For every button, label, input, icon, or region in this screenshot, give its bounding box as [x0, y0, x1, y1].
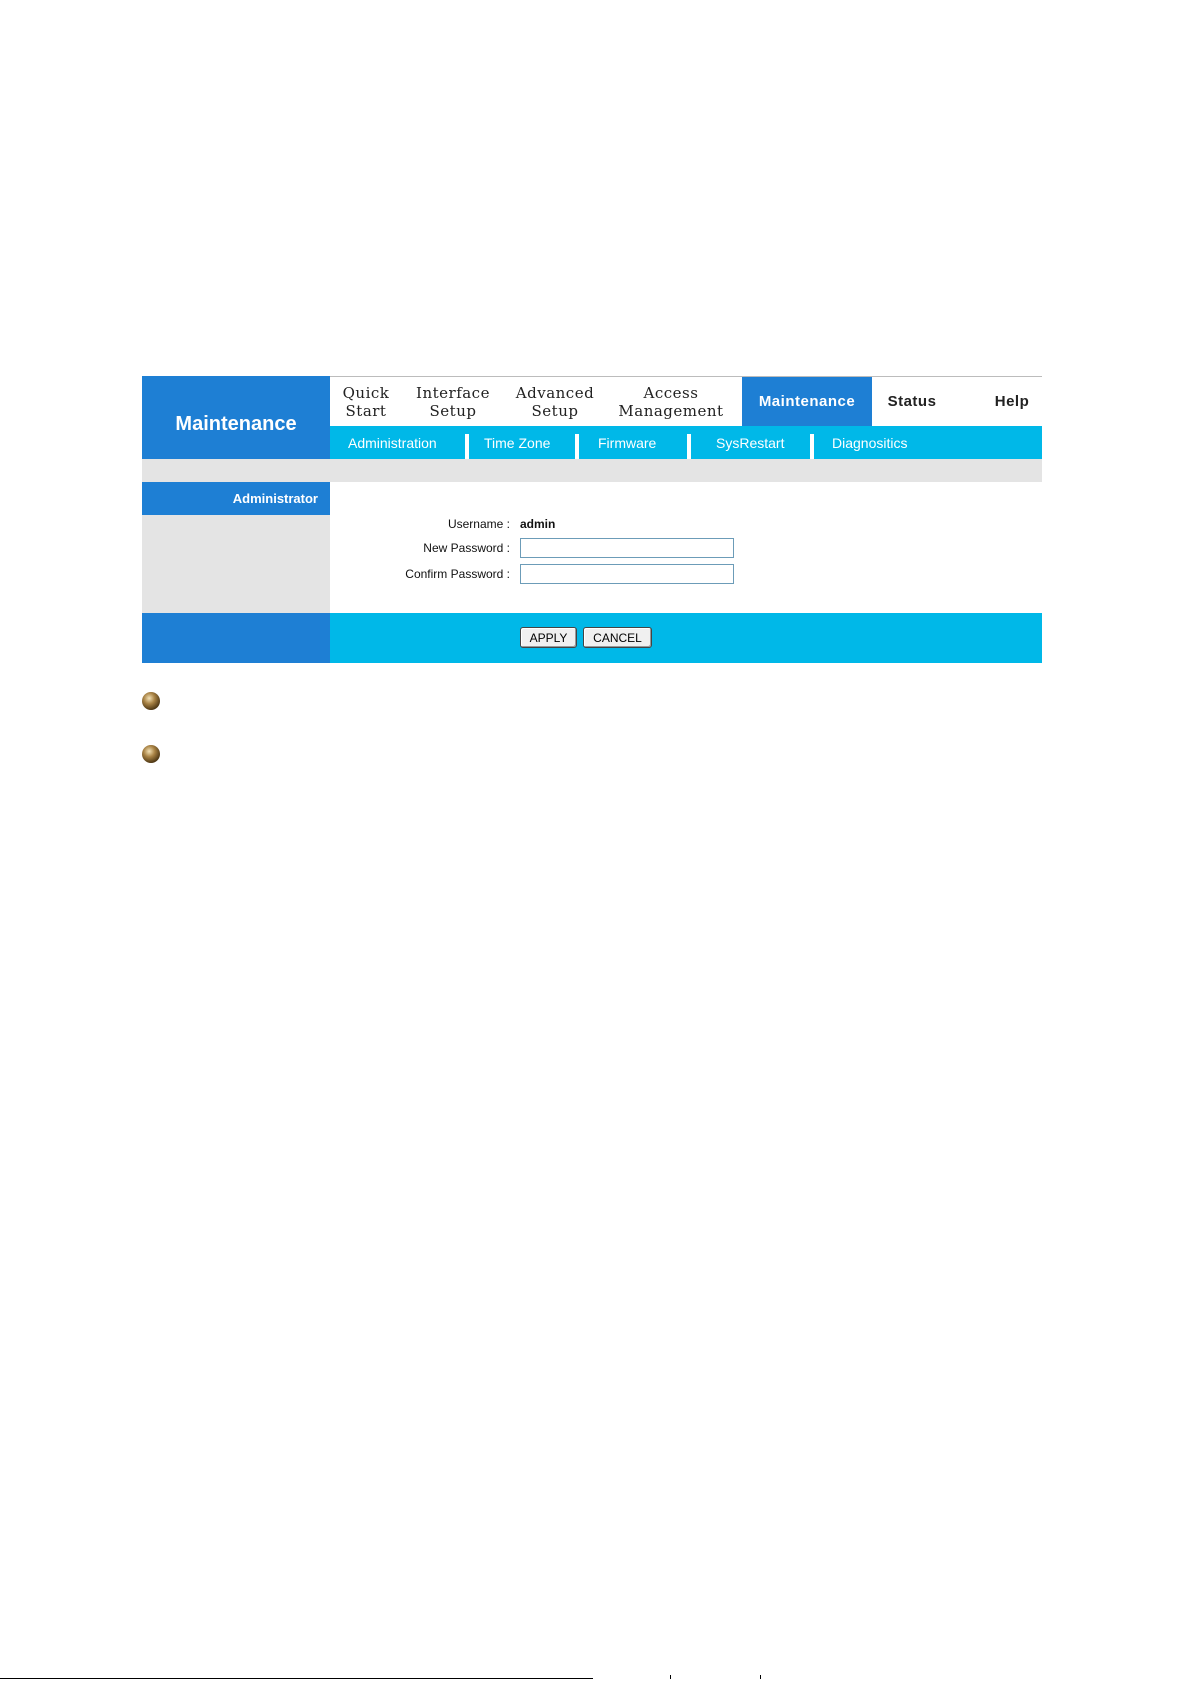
- subnav-firmware[interactable]: Firmware: [598, 434, 657, 451]
- subnav-separator: [465, 434, 469, 459]
- subnav-separator: [810, 434, 814, 459]
- confirm-password-label: Confirm Password :: [405, 567, 510, 581]
- nav-quick-start[interactable]: [330, 377, 402, 426]
- footnote-tick: [670, 1675, 671, 1679]
- page-title-text: Maintenance: [175, 412, 297, 435]
- footer-bar: [330, 613, 1042, 663]
- nav-maintenance[interactable]: [742, 377, 872, 426]
- new-password-label: New Password :: [423, 541, 510, 555]
- subnav-separator: [687, 434, 691, 459]
- apply-button[interactable]: APPLY: [520, 627, 577, 648]
- footnote-tick: [760, 1675, 761, 1679]
- spacer-band-left: [142, 459, 330, 482]
- nav-help[interactable]: [982, 377, 1042, 426]
- bullet-icon: [142, 692, 160, 710]
- username-value: admin: [520, 517, 556, 531]
- nav-label: Help: [994, 392, 1030, 410]
- subnav-administration[interactable]: Administration: [348, 434, 437, 451]
- sub-navigation: [330, 426, 1042, 459]
- nav-label: Management: [618, 401, 724, 420]
- router-admin-panel: [142, 376, 1042, 663]
- username-label: Username :: [447, 517, 510, 531]
- section-title: Administrator: [232, 491, 318, 506]
- nav-access-management[interactable]: [606, 377, 736, 426]
- nav-label: Setup: [429, 401, 477, 420]
- footnote-rule: [0, 1678, 593, 1679]
- subnav-sysrestart[interactable]: SysRestart: [716, 434, 785, 451]
- nav-status[interactable]: [872, 377, 952, 426]
- confirm-password-input[interactable]: [520, 564, 734, 584]
- nav-label: Start: [345, 401, 387, 420]
- nav-label: Interface: [416, 383, 490, 402]
- nav-label: Maintenance: [758, 392, 856, 410]
- subnav-diagnostics[interactable]: Diagnositics: [832, 434, 908, 451]
- new-password-input[interactable]: [520, 538, 734, 558]
- nav-label: Setup: [531, 401, 579, 420]
- nav-label: Access: [643, 383, 699, 402]
- subnav-separator: [575, 434, 579, 459]
- nav-label: Advanced: [515, 383, 595, 402]
- footer-left: [142, 613, 330, 663]
- spacer-band: [330, 459, 1042, 482]
- section-header-administrator: [142, 482, 330, 515]
- left-panel: [142, 515, 330, 613]
- nav-interface-setup[interactable]: [402, 377, 504, 426]
- footnote-marks: [670, 1675, 790, 1683]
- nav-label: Quick: [342, 383, 390, 402]
- nav-advanced-setup[interactable]: [504, 377, 606, 426]
- subnav-time-zone[interactable]: Time Zone: [484, 434, 551, 451]
- nav-label: Status: [887, 392, 937, 410]
- cancel-button[interactable]: CANCEL: [583, 627, 652, 648]
- bullet-icon: [142, 745, 160, 763]
